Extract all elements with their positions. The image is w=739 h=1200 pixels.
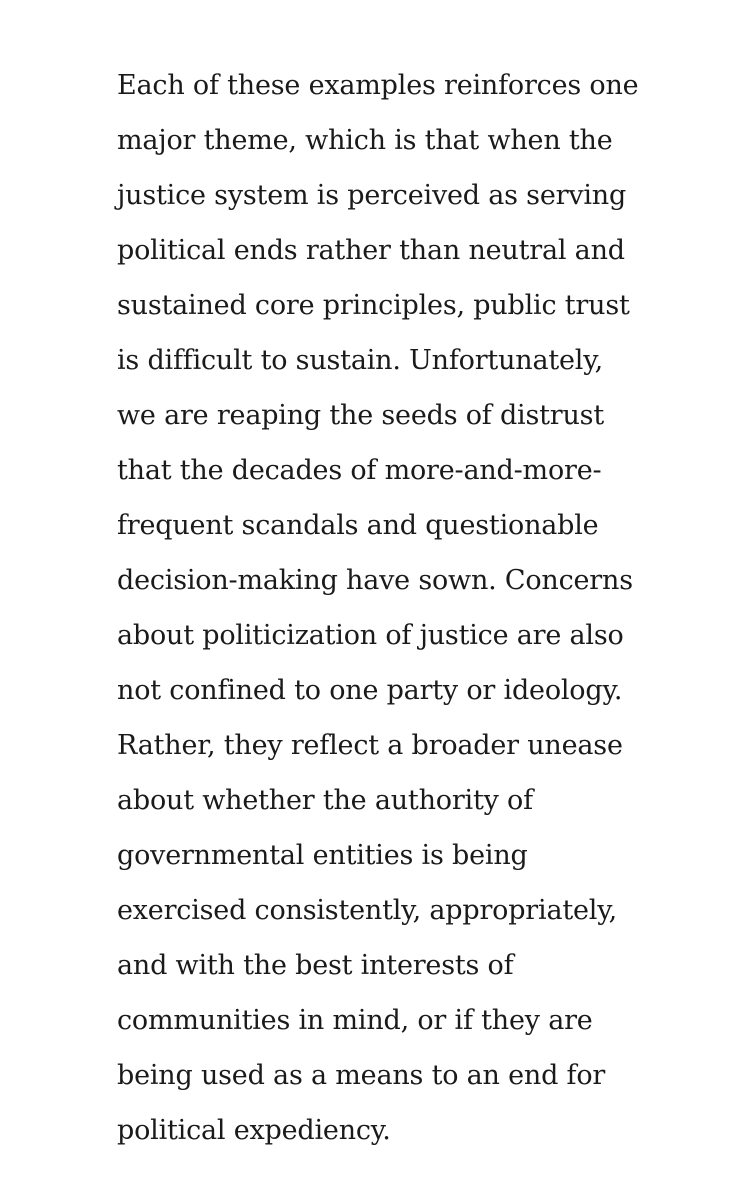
- text-line: political ends rather than neutral and: [117, 235, 625, 266]
- text-line: sustained core principles, public trust: [117, 290, 630, 321]
- text-line: decision-making have sown. Concerns: [117, 565, 633, 596]
- body-paragraph: [117, 58, 677, 1158]
- text-line: and with the best interests of: [117, 950, 514, 981]
- text-line: political expediency.: [117, 1115, 391, 1146]
- text-line: justice system is perceived as serving: [117, 180, 627, 211]
- text-line: Each of these examples reinforces one: [117, 70, 639, 101]
- text-line: not confined to one party or ideology.: [117, 675, 623, 706]
- text-line: major theme, which is that when the: [117, 125, 613, 156]
- text-line: communities in mind, or if they are: [117, 1005, 593, 1036]
- text-line: being used as a means to an end for: [117, 1060, 606, 1091]
- text-line: exercised consistently, appropriately,: [117, 895, 618, 926]
- text-line: governmental entities is being: [117, 840, 528, 871]
- text-line: about politicization of justice are also: [117, 620, 624, 651]
- text-line: that the decades of more-and-more-: [117, 455, 602, 486]
- text-line: is difficult to sustain. Unfortunately,: [117, 345, 604, 376]
- text-line: we are reaping the seeds of distrust: [117, 400, 604, 431]
- text-line: Rather, they reflect a broader unease: [117, 730, 623, 761]
- text-line: about whether the authority of: [117, 785, 533, 816]
- text-line: frequent scandals and questionable: [117, 510, 599, 541]
